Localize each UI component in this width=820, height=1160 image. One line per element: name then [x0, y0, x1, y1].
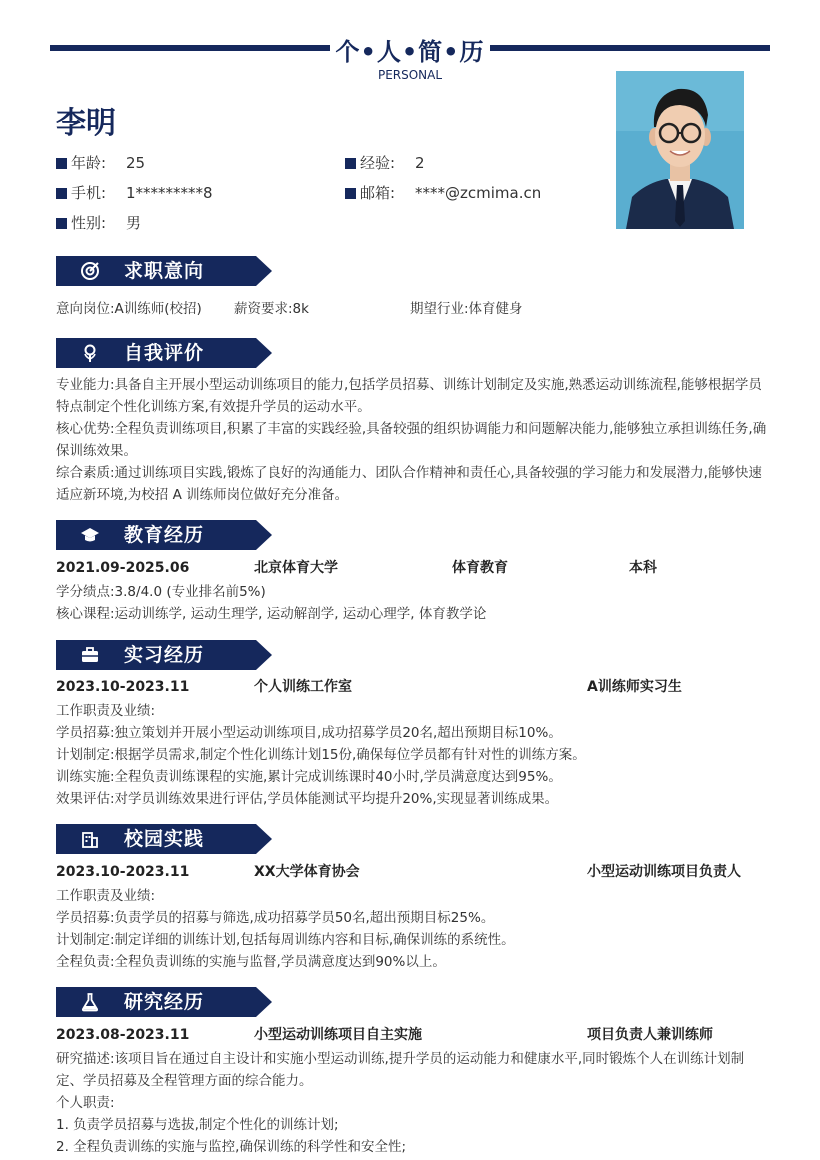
info-phone: 手机: 1*********8 [56, 182, 106, 204]
section-title: 实习经历 [124, 644, 205, 666]
section-header-education [56, 520, 272, 550]
phone-value: 1*********8 [126, 184, 213, 202]
section-title: 自我评价 [124, 342, 205, 364]
experience-value: 2 [415, 154, 425, 172]
edu-degree: 本科 [629, 560, 657, 576]
edu-courses: 核心课程:运动训练学, 运动生理学, 运动解剖学, 运动心理学, 体育教学论 [56, 606, 487, 622]
intern-duty-plan: 计划制定:根据学员需求,制定个性化训练计划15份,确保每位学员都有针对性的训练方案。 [56, 747, 586, 763]
bullet-square-icon [56, 188, 67, 199]
section-header-job-intent [56, 256, 272, 286]
section-title: 研究经历 [124, 991, 205, 1013]
target-icon [80, 261, 100, 281]
edu-school: 北京体育大学 [254, 560, 338, 576]
resume-subtitle: PERSONAL [377, 68, 443, 82]
research-date: 2023.08-2023.11 [56, 1027, 190, 1043]
edu-major: 体育教育 [452, 560, 508, 576]
section-title: 求职意向 [124, 260, 205, 282]
graduation-cap-icon [80, 525, 100, 545]
research-project: 小型运动训练项目自主实施 [254, 1027, 422, 1043]
flower-icon [80, 343, 100, 363]
bullet-square-icon [56, 158, 67, 169]
bullet-square-icon [345, 188, 356, 199]
self-eval-advantage: 核心优势:全程负责训练项目,积累了丰富的实践经验,具备较强的组织协调能力和问题解决能力,能够独立承担训练任务,确保训练效果。 [56, 421, 767, 459]
self-eval-quality: 综合素质:通过训练项目实践,锻炼了良好的沟通能力、团队合作精神和责任心,具备较强的学习能力和发展潜力,能够快速适应新环境,为校招 A 训练师岗位做好充分准备。 [56, 465, 762, 503]
info-gender: 性别: 男 [56, 212, 106, 234]
intern-org: 个人训练工作室 [254, 679, 352, 695]
bullet-square-icon [345, 158, 356, 169]
research-duty-1: 1. 负责学员招募与选拔,制定个性化的训练计划; [56, 1117, 339, 1133]
header-bar-right [490, 45, 770, 51]
section-header-internship [56, 640, 272, 670]
intern-duties-label: 工作职责及业绩: [56, 703, 156, 719]
profile-photo [616, 71, 744, 229]
intern-date: 2023.10-2023.11 [56, 679, 190, 695]
briefcase-icon [80, 645, 100, 665]
section-title: 校园实践 [124, 828, 205, 850]
section-header-campus [56, 824, 272, 854]
edu-date: 2021.09-2025.06 [56, 560, 190, 576]
section-header-research [56, 987, 272, 1017]
campus-duty-recruit: 学员招募:负责学员的招募与筛选,成功招募学员50名,超出预期目标25%。 [56, 910, 495, 926]
intent-position: 意向岗位:A训练师(校招) [56, 301, 202, 317]
edu-gpa: 学分绩点:3.8/4.0 (专业排名前5%) [56, 584, 266, 600]
building-icon [80, 829, 100, 849]
section-header-self-evaluation [56, 338, 272, 368]
campus-duty-plan: 计划制定:制定详细的训练计划,包括每周训练内容和目标,确保训练的系统性。 [56, 932, 515, 948]
resume-title: 个•人•简•历 [335, 38, 485, 66]
intern-duty-recruit: 学员招募:独立策划并开展小型运动训练项目,成功招募学员20名,超出预期目标10%。 [56, 725, 562, 741]
research-duty-2: 2. 全程负责训练的实施与监控,确保训练的科学性和安全性; [56, 1139, 407, 1155]
campus-date: 2023.10-2023.11 [56, 864, 190, 880]
campus-org: XX大学体育协会 [254, 864, 360, 880]
info-experience: 经验: 2 [345, 152, 395, 174]
campus-duty-lead: 全程负责:全程负责训练的实施与监督,学员满意度达到90%以上。 [56, 954, 446, 970]
research-description: 研究描述:该项目旨在通过自主设计和实施小型运动训练,提升学员的运动能力和健康水平,同时锻炼个人在训练计划制定、学员招募及全程管理方面的综合能力。 [56, 1051, 745, 1089]
header-bar-left [50, 45, 330, 51]
research-role: 项目负责人兼训练师 [587, 1027, 713, 1043]
intern-role: A训练师实习生 [587, 679, 682, 695]
info-age: 年龄: 25 [56, 152, 106, 174]
candidate-name: 李明 [56, 106, 116, 141]
intent-salary: 薪资要求:8k [234, 301, 309, 317]
intern-duty-eval: 效果评估:对学员训练效果进行评估,学员体能测试平均提升20%,实现显著训练成果。 [56, 791, 559, 807]
campus-duties-label: 工作职责及业绩: [56, 888, 156, 904]
intent-industry: 期望行业:体育健身 [410, 301, 523, 317]
info-email: 邮箱: ****@zcmima.cn [345, 182, 395, 204]
research-duties-label: 个人职责: [56, 1095, 115, 1111]
campus-role: 小型运动训练项目负责人 [587, 864, 741, 880]
age-value: 25 [126, 154, 146, 172]
bullet-square-icon [56, 218, 67, 229]
gender-value: 男 [126, 214, 142, 232]
intern-duty-train: 训练实施:全程负责训练课程的实施,累计完成训练课时40小时,学员满意度达到95%。 [56, 769, 562, 785]
section-title: 教育经历 [124, 524, 205, 546]
email-value: ****@zcmima.cn [415, 184, 542, 202]
self-eval-ability: 专业能力:具备自主开展小型运动训练项目的能力,包括学员招募、训练计划制定及实施,熟悉运动训练流程,能够根据学员特点制定个性化训练方案,有效提升学员的运动水平。 [56, 377, 762, 415]
flask-icon [80, 992, 100, 1012]
